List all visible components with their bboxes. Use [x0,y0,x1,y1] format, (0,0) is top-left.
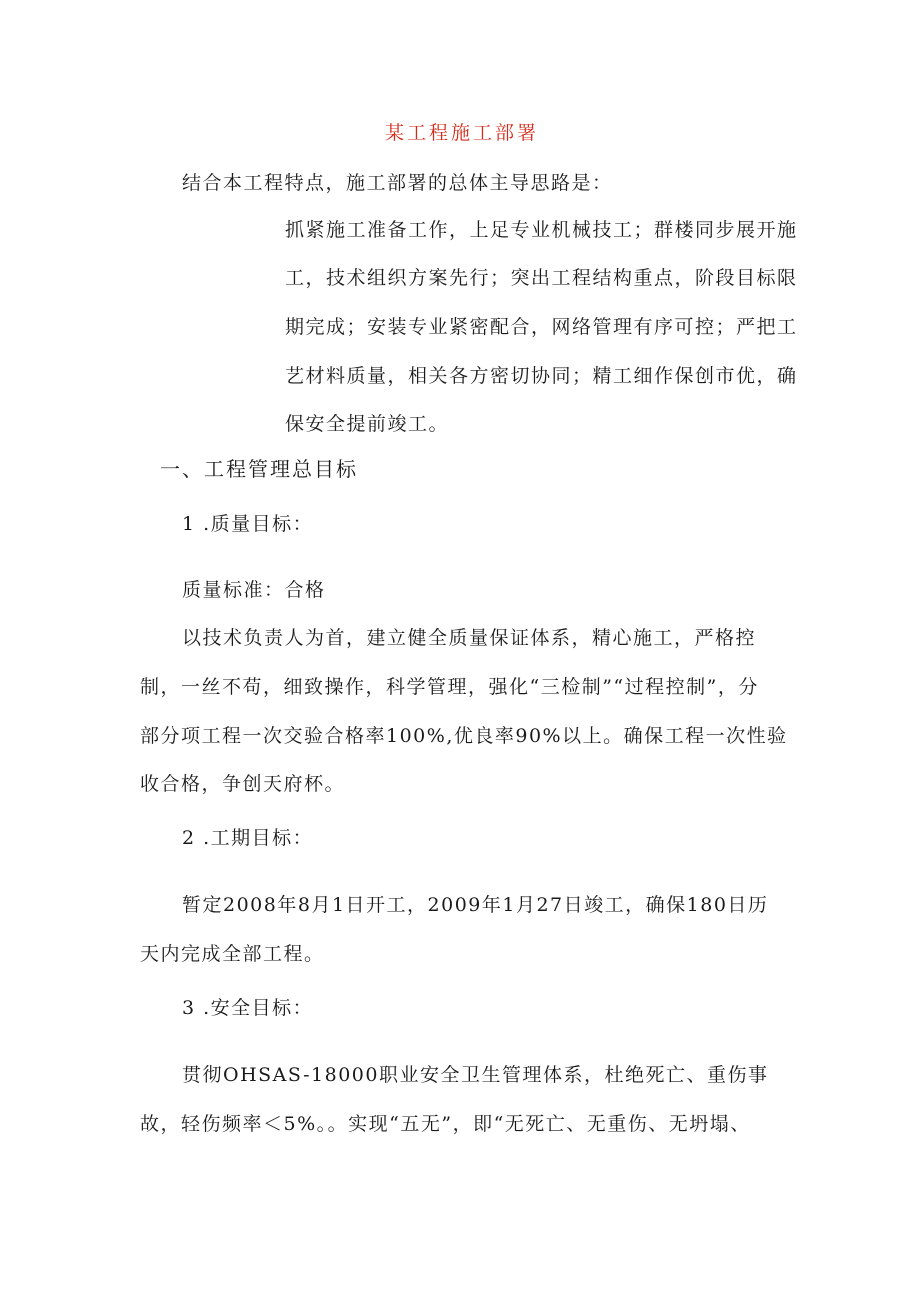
document-title: 某工程施工部署 [385,122,540,144]
principle-line: 期完成；安装专业紧密配合，网络管理有序可控；严把工 [285,316,798,338]
quality-body-line: 制，一丝不苟，细致操作，科学管理，强化“三检制”“过程控制”，分 [140,676,759,698]
schedule-body-line: 天内完成全部工程。 [140,943,325,965]
safety-heading: 3 .安全目标： [182,997,314,1019]
principle-line: 工，技术组织方案先行；突出工程结构重点，阶段目标限 [285,267,798,289]
safety-body-line: 贯彻OHSAS-18000职业安全卫生管理体系，杜绝死亡、重伤事 [182,1064,769,1086]
quality-heading: 1 .质量目标： [182,513,314,535]
safety-body-line: 故，轻伤频率＜5%。。实现“五无”，即“无死亡、无重伤、无坍塌、 [140,1113,751,1135]
quality-body-line: 以技术负责人为首，建立健全质量保证体系，精心施工，严格控 [182,627,757,649]
quality-body-line: 部分项工程一次交验合格率100%,优良率90%以上。确保工程一次性验 [140,725,788,747]
section-heading: 一、工程管理总目标 [160,457,358,481]
schedule-heading: 2 .工期目标： [182,827,314,849]
intro-paragraph: 结合本工程特点，施工部署的总体主导思路是： [182,172,613,194]
quality-body-line: 收合格，争创天府杯。 [140,773,346,795]
principle-line: 艺材料质量，相关各方密切协同；精工细作保创市优，确 [285,365,798,387]
principle-line: 抓紧施工准备工作，上足专业机械技工；群楼同步展开施 [285,219,798,241]
quality-standard: 质量标准：合格 [182,579,326,601]
schedule-body-line: 暂定2008年8月1日开工，2009年1月27日竣工，确保180日历 [182,894,769,916]
principle-line: 保安全提前竣工。 [285,413,450,435]
